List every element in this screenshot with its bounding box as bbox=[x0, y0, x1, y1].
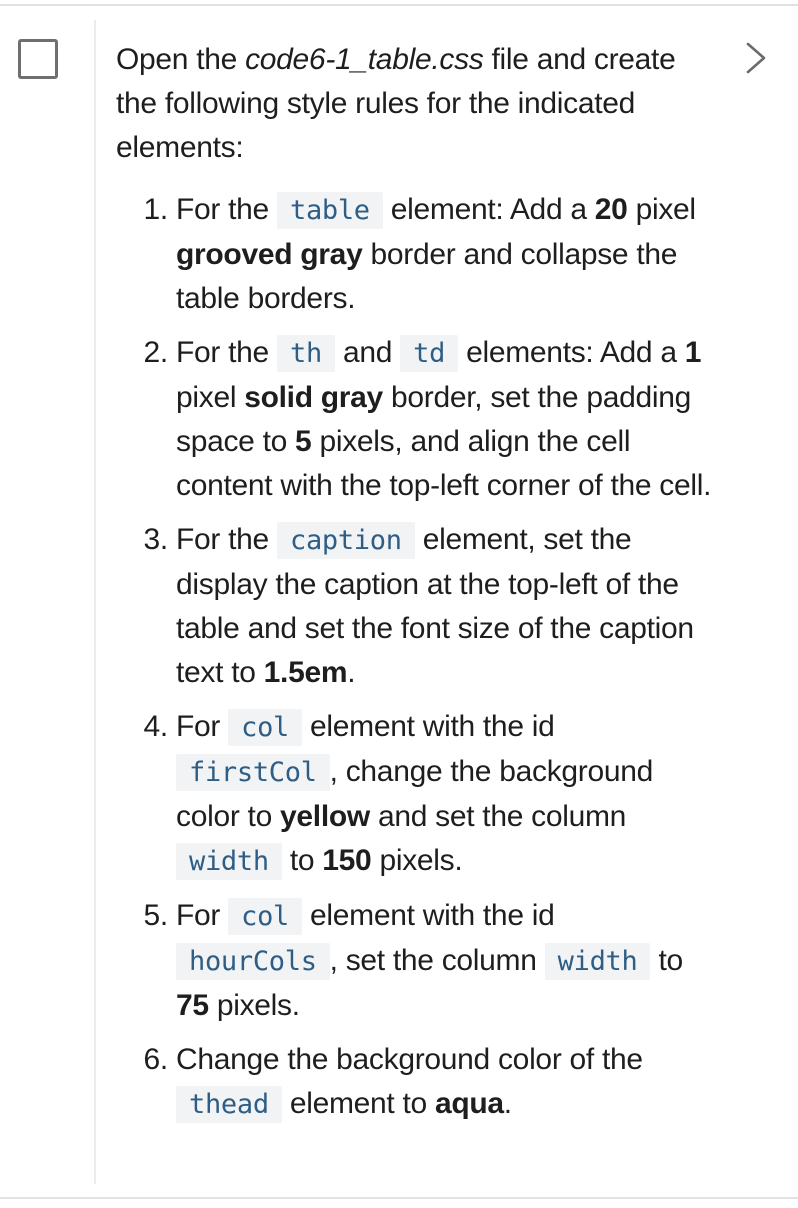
task-intro: Open the code6-1_table.css file and create the following style rules for the indicated elements: bbox=[116, 43, 676, 164]
task-checkbox[interactable] bbox=[18, 39, 58, 79]
code-width: width bbox=[176, 843, 282, 880]
step-item: 3. For the caption element, set the display the caption at the top-left of the table and set the font size of the caption text to 1.5em. bbox=[176, 518, 716, 695]
step-item: 1. For the table element: Add a 20 pixel grooved gray border and collapse the table borders. bbox=[176, 188, 716, 321]
code-td: td bbox=[400, 335, 458, 372]
code-col: col bbox=[228, 898, 302, 935]
step-item: 6. Change the background color of the thead element to aqua. bbox=[176, 1038, 716, 1127]
code-firstcol: firstCol bbox=[176, 754, 330, 791]
code-width: width bbox=[545, 943, 651, 980]
step-item: 4. For col element with the id firstCol , change the background color to yellow and set the column width to 150 pixels. bbox=[176, 705, 716, 884]
code-thead: thead bbox=[176, 1086, 282, 1123]
task-content bbox=[116, 38, 716, 1137]
vertical-divider bbox=[94, 20, 96, 1184]
code-table: table bbox=[277, 192, 383, 229]
code-caption: caption bbox=[277, 522, 415, 559]
code-hourcols: hourCols bbox=[176, 943, 330, 980]
step-item: 5. For col element with the id hourCols , set the column width to 75 pixels. bbox=[176, 894, 716, 1028]
code-th: th bbox=[277, 335, 335, 372]
chevron-right-icon[interactable] bbox=[738, 40, 774, 76]
step-list bbox=[116, 188, 716, 1127]
step-item: 2. For the th and td elements: Add a 1 pixel solid gray border, set the padding space to 5 pixels, and align the cell content with the top-left corner of the cell. bbox=[176, 331, 716, 508]
top-divider bbox=[0, 4, 798, 6]
bottom-divider bbox=[0, 1197, 798, 1199]
filename: code6-1_table.css bbox=[245, 43, 484, 76]
code-col: col bbox=[228, 709, 302, 746]
